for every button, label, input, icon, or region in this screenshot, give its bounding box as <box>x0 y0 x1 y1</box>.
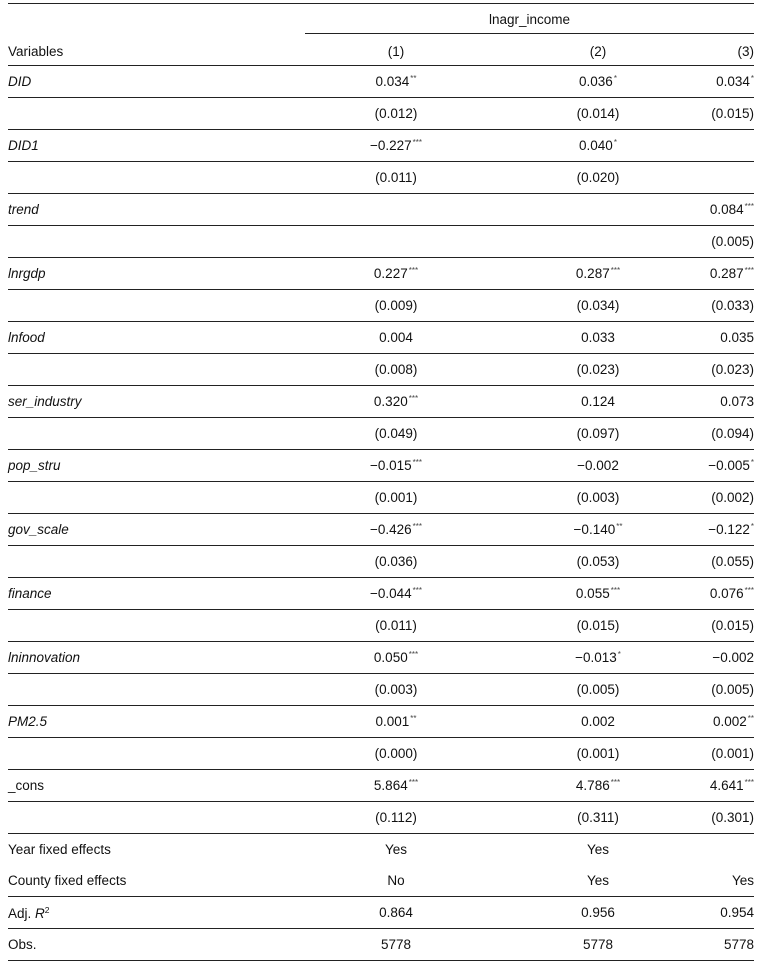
value-text: (0.014) <box>576 106 620 121</box>
significance-stars: * <box>613 74 617 83</box>
significance-stars: *** <box>408 650 419 659</box>
value-text: (0.301) <box>711 810 755 825</box>
value-cell-col2 <box>497 194 699 226</box>
value-text: 5778 <box>380 937 412 952</box>
table-row <box>8 802 754 834</box>
value-text: 0.124 <box>581 394 615 409</box>
value-text: 0.002 <box>712 714 747 729</box>
value-cell-col2 <box>497 514 699 546</box>
variables-header: Variables <box>8 44 64 59</box>
value-text: (0.049) <box>374 426 418 441</box>
table-row <box>8 738 754 770</box>
row-label <box>8 162 295 194</box>
value-cell-col1 <box>295 322 497 354</box>
value-text: 0.001 <box>375 714 410 729</box>
row-label <box>8 802 295 834</box>
significance-stars: *** <box>408 394 419 403</box>
value-text: −0.122 <box>708 522 750 537</box>
value-text: (0.055) <box>711 554 755 569</box>
value-cell-col3 <box>699 546 754 578</box>
row-label <box>8 546 295 578</box>
row-label <box>8 450 295 482</box>
value-text: (0.000) <box>374 746 418 761</box>
value-cell-col1 <box>295 418 497 450</box>
value-text: 0.036 <box>579 74 613 89</box>
value-cell-col1 <box>295 354 497 386</box>
value-cell-col3 <box>699 418 754 450</box>
value-cell-col1 <box>295 674 497 706</box>
row-label <box>8 642 295 674</box>
value-cell-col2 <box>497 98 699 130</box>
row-label <box>8 706 295 738</box>
row-label <box>8 865 295 897</box>
value-cell-col2 <box>497 66 699 98</box>
value-text: (0.012) <box>374 106 418 121</box>
value-cell-col2 <box>497 450 699 482</box>
value-cell-col3 <box>699 738 754 770</box>
value-cell-col1 <box>295 514 497 546</box>
row-label-text: lnfood <box>8 330 45 345</box>
significance-stars: *** <box>744 778 755 787</box>
r-squared-power: 2 <box>44 904 50 915</box>
value-cell-col1 <box>295 66 497 98</box>
row-label <box>8 738 295 770</box>
value-cell-col1 <box>295 802 497 834</box>
value-cell-col2 <box>497 290 699 322</box>
value-text: (0.011) <box>375 170 417 185</box>
value-cell-col1 <box>295 450 497 482</box>
value-text: −0.015 <box>369 458 412 473</box>
table-row <box>8 226 754 258</box>
significance-stars: * <box>617 650 621 659</box>
value-cell-col1 <box>295 770 497 802</box>
value-text: (0.311) <box>577 810 619 825</box>
row-label <box>8 418 295 450</box>
significance-stars: ** <box>410 714 417 723</box>
row-label-text: lninnovation <box>8 650 81 665</box>
value-text: −0.002 <box>577 458 619 473</box>
row-label-text: trend <box>8 202 39 217</box>
significance-stars: * <box>750 458 755 467</box>
significance-stars: *** <box>412 458 422 467</box>
value-text: (0.023) <box>711 362 755 377</box>
value-cell-col3 <box>699 706 754 738</box>
row-label <box>8 834 295 866</box>
value-text: (0.003) <box>374 682 418 697</box>
value-text: (0.015) <box>711 618 755 633</box>
significance-stars: ** <box>616 522 623 531</box>
value-text: (0.036) <box>374 554 418 569</box>
value-cell-col2 <box>497 834 699 866</box>
table-row <box>8 897 754 929</box>
significance-stars: *** <box>412 138 422 147</box>
table-row <box>8 450 754 482</box>
row-label <box>8 98 295 130</box>
row-label <box>8 290 295 322</box>
value-text: −0.013 <box>575 650 617 665</box>
value-cell-col3 <box>699 162 754 194</box>
value-text: 0.073 <box>720 394 755 409</box>
table-row <box>8 418 754 450</box>
table-row <box>8 770 754 802</box>
value-cell-col2 <box>497 386 699 418</box>
value-text: −0.140 <box>573 522 616 537</box>
row-label <box>8 929 295 961</box>
value-text: (0.002) <box>711 490 755 505</box>
significance-stars: ** <box>410 74 417 83</box>
value-cell-col2 <box>497 322 699 354</box>
row-label <box>8 354 295 386</box>
value-text: 0.956 <box>581 905 615 920</box>
table-row <box>8 546 754 578</box>
significance-stars: *** <box>610 586 621 595</box>
value-text: −0.426 <box>369 522 412 537</box>
value-cell-col2 <box>497 897 699 929</box>
value-cell-col2 <box>497 642 699 674</box>
value-cell-col1 <box>295 865 497 897</box>
value-cell-col1 <box>295 290 497 322</box>
regression-table <box>8 3 754 961</box>
table-row <box>8 674 754 706</box>
row-label-text: pop_stru <box>8 458 61 473</box>
value-text: Yes <box>586 873 610 888</box>
header-row-dependent-variable <box>8 4 754 39</box>
table-body <box>8 66 754 961</box>
row-label-text: DID <box>8 74 32 89</box>
value-cell-col3 <box>699 834 754 866</box>
value-text: Yes <box>384 842 408 857</box>
value-text: 0.034 <box>375 74 410 89</box>
row-label <box>8 610 295 642</box>
value-cell-col2 <box>497 929 699 961</box>
value-cell-col3 <box>699 897 754 929</box>
column-header-1: (1) <box>387 44 405 59</box>
value-cell-col2 <box>497 418 699 450</box>
value-text: (0.015) <box>711 106 755 121</box>
table-row <box>8 706 754 738</box>
row-label-text: Obs. <box>8 937 37 952</box>
value-text: (0.015) <box>576 618 620 633</box>
row-label <box>8 322 295 354</box>
value-text: −0.005 <box>708 458 750 473</box>
value-cell-col3 <box>699 865 754 897</box>
value-text: (0.020) <box>576 170 620 185</box>
value-cell-col2 <box>497 130 699 162</box>
row-label <box>8 194 295 226</box>
value-cell-col2 <box>497 482 699 514</box>
value-text: 0.287 <box>575 266 610 281</box>
significance-stars: * <box>613 138 617 147</box>
value-cell-col3 <box>699 354 754 386</box>
value-cell-col1 <box>295 834 497 866</box>
value-text: (0.005) <box>576 682 620 697</box>
value-cell-col3 <box>699 642 754 674</box>
value-cell-col1 <box>295 258 497 290</box>
value-cell-col2 <box>497 578 699 610</box>
value-text: (0.034) <box>576 298 620 313</box>
value-cell-col1 <box>295 194 497 226</box>
table-row <box>8 865 754 897</box>
header-empty-cell <box>8 4 295 39</box>
value-cell-col3 <box>699 290 754 322</box>
value-text: (0.005) <box>711 682 755 697</box>
value-cell-col2 <box>497 610 699 642</box>
table-row <box>8 834 754 866</box>
r-squared-symbol: R <box>35 905 45 921</box>
table-row <box>8 642 754 674</box>
value-cell-col3 <box>699 482 754 514</box>
value-text: −0.227 <box>369 138 412 153</box>
value-cell-col2 <box>497 258 699 290</box>
value-cell-col1 <box>295 226 497 258</box>
row-label-text: lnrgdp <box>8 266 46 281</box>
table-row <box>8 482 754 514</box>
value-text: 0.084 <box>709 202 744 217</box>
value-cell-col3 <box>699 194 754 226</box>
value-cell-col2 <box>497 162 699 194</box>
value-text: (0.009) <box>374 298 418 313</box>
value-text: 5.864 <box>373 778 408 793</box>
value-text: Yes <box>586 842 610 857</box>
table-row <box>8 322 754 354</box>
row-label-text: PM2.5 <box>8 714 48 729</box>
value-cell-col1 <box>295 130 497 162</box>
value-text: 0.055 <box>575 586 610 601</box>
value-cell-col2 <box>497 738 699 770</box>
table-row <box>8 354 754 386</box>
table-row <box>8 578 754 610</box>
significance-stars: *** <box>412 522 422 531</box>
value-text: 0.076 <box>709 586 744 601</box>
value-cell-col3 <box>699 770 754 802</box>
value-cell-col3 <box>699 322 754 354</box>
value-text: 0.864 <box>379 905 413 920</box>
significance-stars: * <box>750 74 755 83</box>
value-text: (0.001) <box>711 746 755 761</box>
value-text: 0.033 <box>581 330 615 345</box>
value-cell-col3 <box>699 66 754 98</box>
table-row <box>8 610 754 642</box>
table-row <box>8 258 754 290</box>
table-row <box>8 290 754 322</box>
value-cell-col3 <box>699 258 754 290</box>
value-text: No <box>387 873 405 888</box>
row-label <box>8 386 295 418</box>
dependent-variable-cell <box>295 4 754 39</box>
value-cell-col2 <box>497 802 699 834</box>
value-cell-col2 <box>497 706 699 738</box>
value-cell-col2 <box>497 674 699 706</box>
value-text: Yes <box>731 873 755 888</box>
value-text: −0.044 <box>369 586 412 601</box>
value-cell-col1 <box>295 162 497 194</box>
header-row-columns <box>8 38 754 66</box>
value-cell-col1 <box>295 642 497 674</box>
value-cell-col3 <box>699 610 754 642</box>
table-row <box>8 162 754 194</box>
dependent-variable-label: lnagr_income <box>305 12 754 34</box>
value-text: 5778 <box>582 937 614 952</box>
value-text: 0.034 <box>716 74 750 89</box>
value-cell-col2 <box>497 546 699 578</box>
row-label-text: ser_industry <box>8 394 82 409</box>
row-label-text: Year fixed effects <box>8 842 111 857</box>
value-text: (0.005) <box>711 234 755 249</box>
row-label-text: finance <box>8 586 52 601</box>
row-label <box>8 770 295 802</box>
row-label-text: _cons <box>8 778 45 793</box>
row-label <box>8 226 295 258</box>
value-cell-col3 <box>699 578 754 610</box>
value-text: (0.097) <box>576 426 620 441</box>
row-label <box>8 897 295 929</box>
row-label-text: Adj. <box>8 905 36 921</box>
value-cell-col3 <box>699 130 754 162</box>
value-text: (0.003) <box>576 490 620 505</box>
value-text: 0.035 <box>720 330 755 345</box>
value-cell-col3 <box>699 98 754 130</box>
value-text: 0.954 <box>720 905 755 920</box>
value-cell-col1 <box>295 610 497 642</box>
significance-stars: *** <box>408 778 419 787</box>
significance-stars: ** <box>747 714 755 723</box>
value-cell-col3 <box>699 802 754 834</box>
value-text: (0.001) <box>374 490 418 505</box>
value-text: 5778 <box>723 937 755 952</box>
value-text: (0.023) <box>576 362 620 377</box>
value-cell-col3 <box>699 929 754 961</box>
value-cell-col1 <box>295 386 497 418</box>
value-text: (0.033) <box>711 298 755 313</box>
value-cell-col3 <box>699 514 754 546</box>
value-text: (0.011) <box>375 618 417 633</box>
value-cell-col3 <box>699 450 754 482</box>
row-label <box>8 674 295 706</box>
value-cell-col3 <box>699 674 754 706</box>
significance-stars: *** <box>744 202 755 211</box>
row-label-text: DID1 <box>8 138 39 153</box>
value-cell-col1 <box>295 929 497 961</box>
value-cell-col1 <box>295 482 497 514</box>
significance-stars: *** <box>744 266 755 275</box>
table-row <box>8 929 754 961</box>
value-text: (0.112) <box>375 810 417 825</box>
row-label <box>8 578 295 610</box>
table-row <box>8 194 754 226</box>
value-text: −0.002 <box>712 650 755 665</box>
value-text: (0.001) <box>576 746 620 761</box>
table-row <box>8 66 754 98</box>
row-label <box>8 482 295 514</box>
value-text: 0.004 <box>379 330 413 345</box>
value-cell-col1 <box>295 706 497 738</box>
row-label <box>8 514 295 546</box>
row-label <box>8 66 295 98</box>
table-row <box>8 386 754 418</box>
value-text: 0.320 <box>373 394 408 409</box>
value-cell-col1 <box>295 738 497 770</box>
value-text: 0.050 <box>373 650 408 665</box>
significance-stars: *** <box>412 586 422 595</box>
value-cell-col1 <box>295 546 497 578</box>
value-cell-col3 <box>699 226 754 258</box>
value-cell-col2 <box>497 865 699 897</box>
value-cell-col2 <box>497 226 699 258</box>
value-text: (0.053) <box>576 554 620 569</box>
row-label <box>8 258 295 290</box>
value-text: 0.287 <box>709 266 744 281</box>
value-text: 0.040 <box>579 138 613 153</box>
row-label-text: gov_scale <box>8 522 69 537</box>
value-text: 4.641 <box>709 778 744 793</box>
significance-stars: *** <box>408 266 419 275</box>
column-header-3: (3) <box>737 44 755 59</box>
significance-stars: *** <box>610 778 621 787</box>
significance-stars: *** <box>610 266 621 275</box>
table-row <box>8 514 754 546</box>
value-cell-col2 <box>497 354 699 386</box>
value-cell-col1 <box>295 578 497 610</box>
table-row <box>8 98 754 130</box>
value-text: 4.786 <box>575 778 610 793</box>
value-text: (0.008) <box>374 362 418 377</box>
column-header-2: (2) <box>589 44 607 59</box>
value-text: (0.094) <box>711 426 755 441</box>
value-cell-col3 <box>699 386 754 418</box>
value-cell-col1 <box>295 897 497 929</box>
table-row <box>8 130 754 162</box>
value-text: 0.227 <box>373 266 408 281</box>
significance-stars: * <box>750 522 755 531</box>
significance-stars: *** <box>744 586 755 595</box>
value-cell-col2 <box>497 770 699 802</box>
value-text: 0.002 <box>581 714 615 729</box>
row-label <box>8 130 295 162</box>
row-label-text: County fixed effects <box>8 873 127 888</box>
value-cell-col1 <box>295 98 497 130</box>
